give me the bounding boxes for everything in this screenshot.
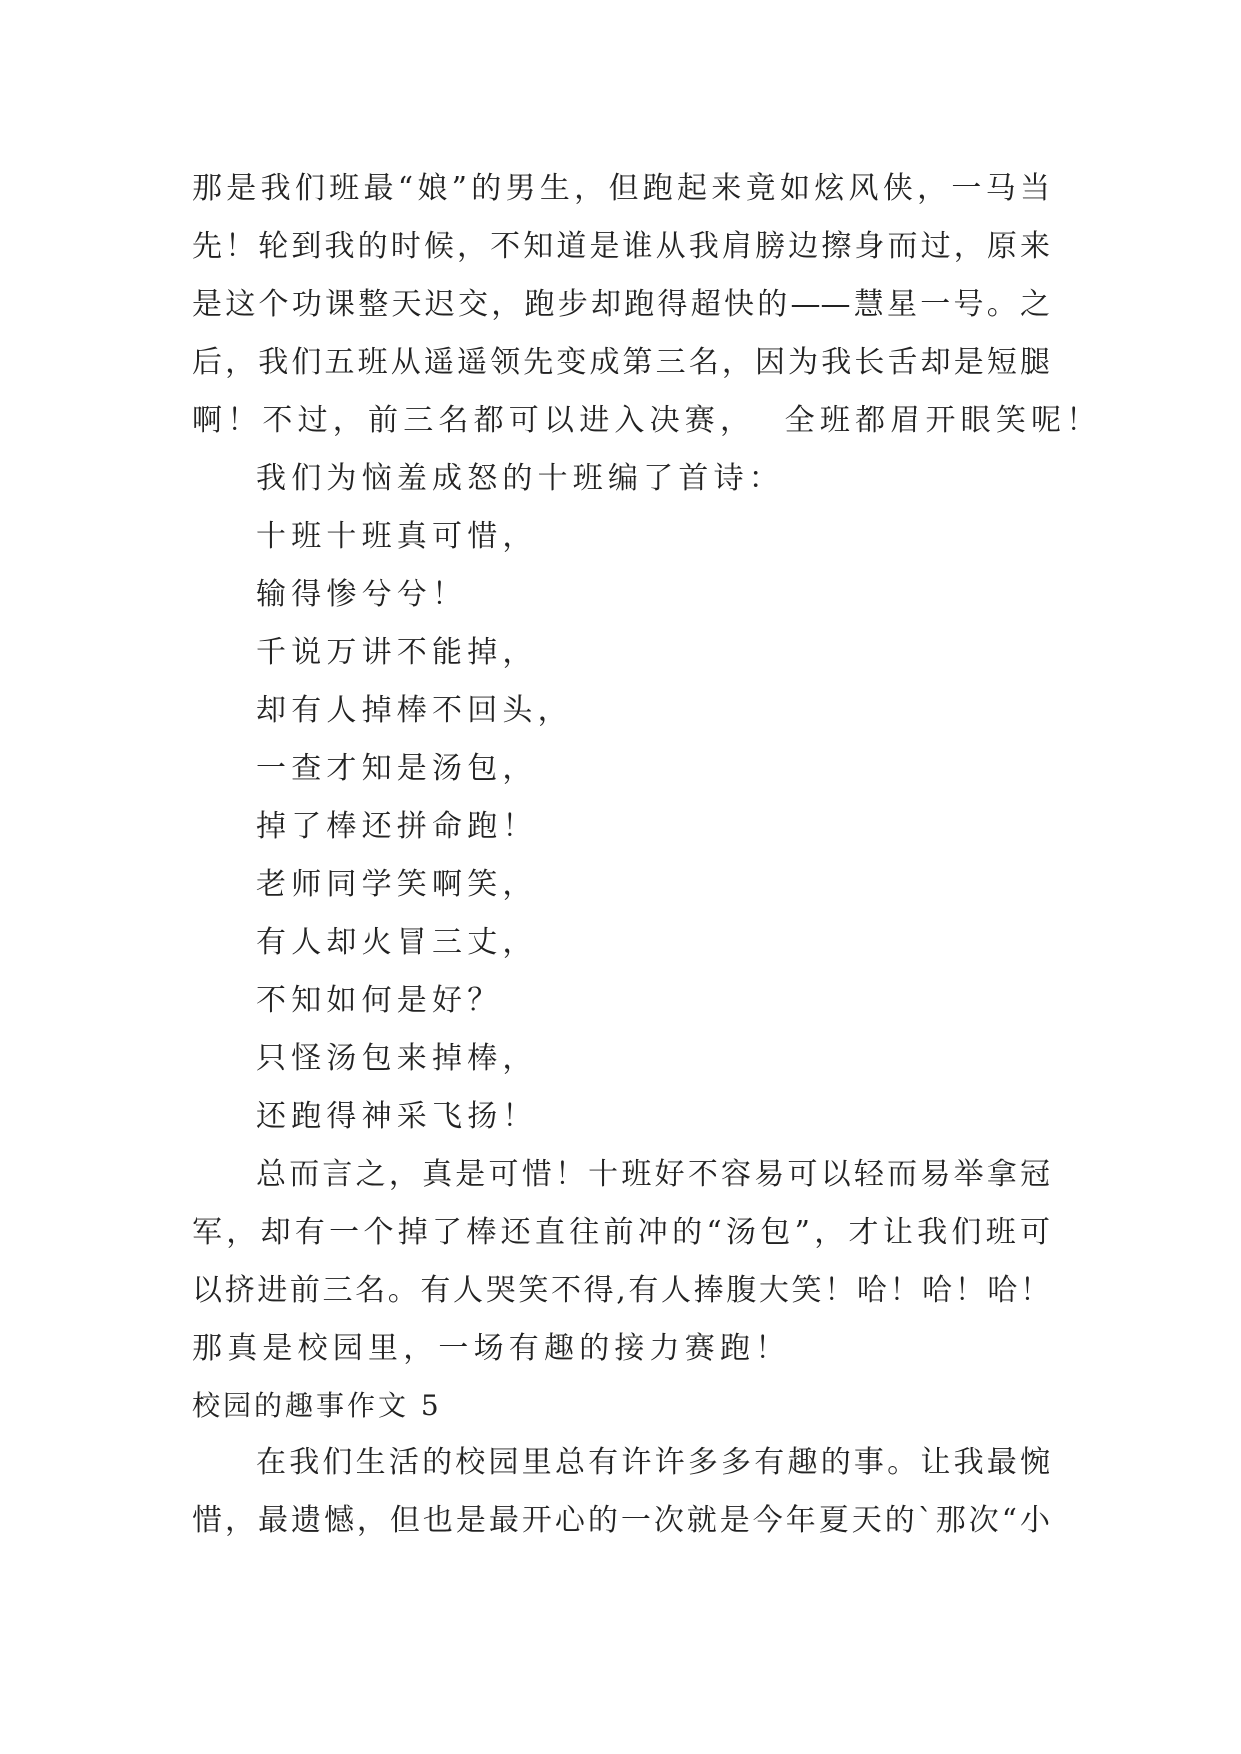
text-line: 总而言之，真是可惜！十班好不容易可以轻而易举拿冠 [256, 1157, 1050, 1192]
poem-line: 掉了棒还拼命跑！ [256, 809, 538, 844]
document-body [192, 160, 1102, 1550]
poem-line: 却有人掉棒不回头， [256, 693, 573, 728]
paragraph-conclusion [192, 1146, 1050, 1378]
text-line: 惜，最遗憾，但也是最开心的一次就是今年夏天的`那次“小 [192, 1503, 1050, 1538]
text-line: 是这个功课整天迟交，跑步却跑得超快的——慧星一号。之 [192, 287, 1050, 322]
poem-line: 输得惨兮兮！ [256, 577, 468, 612]
poem [192, 508, 1050, 1146]
poem-line: 不知如何是好？ [256, 983, 503, 1018]
poem-line: 十班十班真可惜， [256, 519, 538, 554]
poem-line: 还跑得神采飞扬！ [256, 1099, 538, 1134]
poem-line: 老师同学笑啊笑， [256, 867, 538, 902]
text-line: 先！轮到我的时候，不知道是谁从我肩膀边擦身而过，原来 [192, 229, 1050, 264]
text-line: 啊！不过，前三名都可以进入决赛， 全班都眉开眼笑呢！ [192, 403, 1102, 438]
text-line: 在我们生活的校园里总有许许多多有趣的事。让我最惋 [256, 1445, 1050, 1480]
text-line: 以挤进前三名。有人哭笑不得,有人捧腹大笑！哈！哈！哈！ [192, 1273, 1050, 1308]
text-line: 那真是校园里，一场有趣的接力赛跑！ [192, 1331, 791, 1366]
poem-line: 千说万讲不能掉， [256, 635, 538, 670]
poem-line: 一查才知是汤包， [256, 751, 538, 786]
paragraph-essay-5 [192, 1434, 1050, 1550]
paragraph-relay-race [192, 160, 1102, 450]
poem-line: 只怪汤包来掉棒， [256, 1041, 538, 1076]
text-line: 后，我们五班从遥遥领先变成第三名，因为我长舌却是短腿 [192, 345, 1050, 380]
poem-intro: 我们为恼羞成怒的十班编了首诗： [256, 461, 784, 496]
text-line: 军，却有一个掉了棒还直往前冲的“汤包”，才让我们班可 [192, 1215, 1050, 1250]
section-title: 校园的趣事作文 5 [192, 1389, 442, 1422]
poem-line: 有人却火冒三丈， [256, 925, 538, 960]
text-line: 那是我们班最“娘”的男生，但跑起来竟如炫风侠，一马当 [192, 171, 1050, 206]
